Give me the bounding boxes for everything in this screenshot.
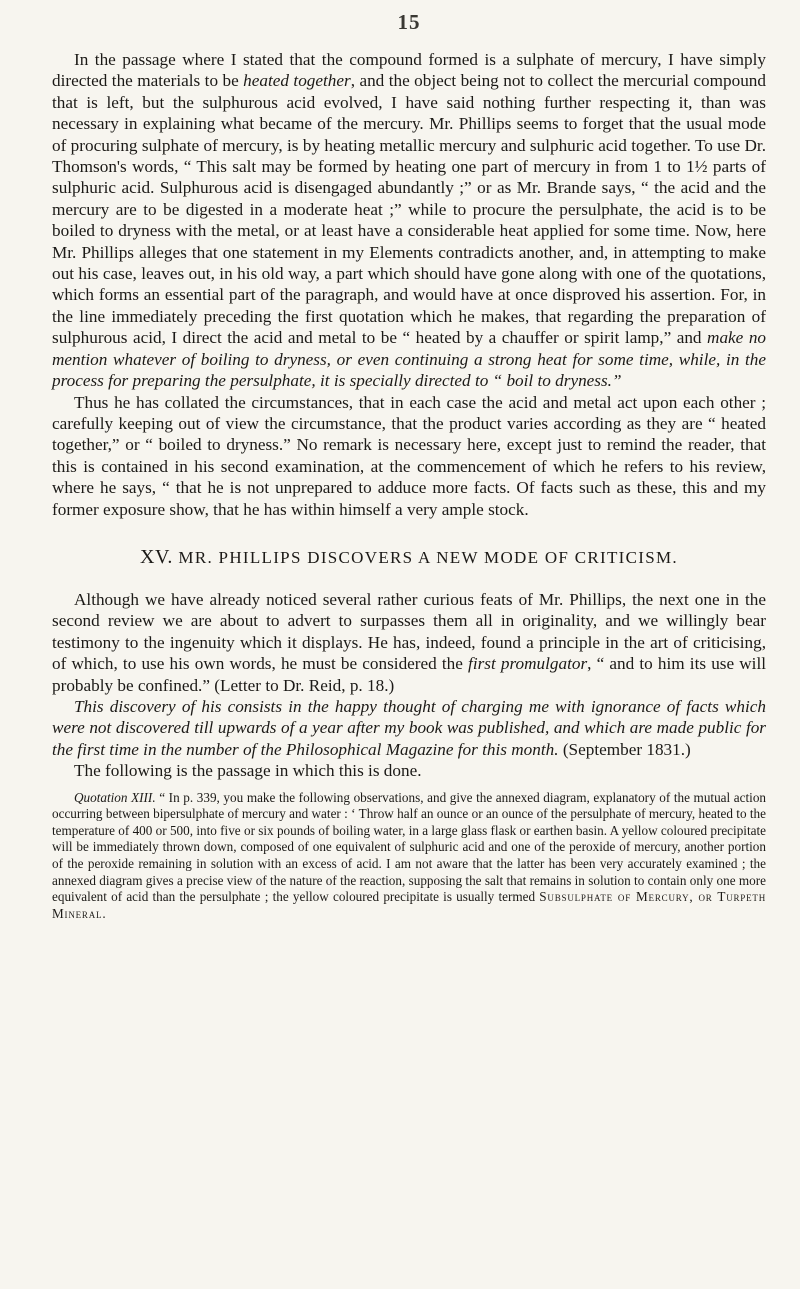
paragraph-1-text-b: , and the object being not to collect the mercurial compound that is left, but the sulphurous acid evolved, I have said nothing further respecting it, than was necessary in explaining what became of the mercury. Mr. Phillips seems to forget that the usual mode of procuring sulphate of mercury, is by heating metallic mercury and sulphuric acid together. To use Dr. Thomson's words, “ This salt may be formed by heating one part of mercury in from 1 to 1½ parts of sulphuric acid. Sulphurous acid is disengaged abundantly ;” or as Mr. Brande says, “ the acid and the mercury are to be digested in a moderate heat ;” while to procure the persulphate, the acid is to be boiled to dryness with the metal, or at least have a considerable heat applied for some time. Now, here Mr. Phillips alleges that one statement in my Elements contradicts another, and, in attempting to make out his case, leaves out, in his old way, a part which should have gone along with one of the quotations, which forms an essential part of the paragraph, and would have at once disproved his assertion. For, in the line immediately preceding the first quotation which he makes, that regarding the preparation of sulphurous acid, I direct the acid and metal to be “ heated by a chauffer or spirit lamp,” and xyxy=(52,71,766,348)
quotation-label: Quotation XIII. xyxy=(74,789,156,805)
paragraph-1-emphasis-b: make no mention whatever of boiling to dryness, or even continuing a strong heat for some time, while, in the process for preparing the persulphate, it is specially directed to “ boil to dryness.” xyxy=(52,328,767,391)
paragraph-1-emphasis-a: heated together xyxy=(243,71,351,91)
section-title: MR. PHILLIPS DISCOVERS A NEW MODE OF CRITICISM. xyxy=(178,547,678,567)
paragraph-4-text: (September 1831.) xyxy=(558,739,691,759)
paragraph-3-text-b: , “ and to him its use will probably be confined.” (Letter to Dr. Reid, p. 18.) xyxy=(52,654,766,695)
quotation-smallcaps-term: Subsulphate of Mercury, or Turpeth Mineral. xyxy=(52,889,766,921)
paragraph-collated-circumstances: Thus he has collated the circumstances, that in each case the acid and metal act upon each other ; carefully keeping out of view the circumstance, that the product varies according as they are “ heated together,” or “ boiled to dryness.” No remark is necessary here, except just to remind the reader, that this is contained in his second examination, at the commencement of which he refers to his review, where he says, “ that he is not unprepared to adduce more facts. Of facts such as these, this and my former exposure show, that he has within himself a very ample stock. xyxy=(52,392,766,519)
section-numeral: XV. xyxy=(140,545,173,568)
spacer xyxy=(52,782,766,790)
quotation-block xyxy=(52,790,766,923)
section-heading xyxy=(52,546,766,569)
paragraph-sulphate-of-mercury xyxy=(52,49,766,392)
paragraph-3-text-a: Although we have already noticed several rather curious feats of Mr. Phillips, the next one in the second review we are about to advert to surpasses them all in originality, and we willingly bear testimony to the ingenuity which it displays. He has, indeed, found a principle in the art of criticising, of which, to use his own words, he must be considered the xyxy=(52,589,766,674)
paragraph-new-mode-of-criticism xyxy=(52,589,766,696)
page-number: 15 xyxy=(397,10,421,34)
paragraph-discovery xyxy=(52,696,766,760)
paragraph-following-passage: The following is the passage in which this is done. xyxy=(74,761,422,781)
paragraph-4-emphasis: This discovery of his consists in the happy thought of charging me with ignorance of facts which were not discovered till upwards of a year after my book was published, and which are made public for the first time in the number of the Philosophical Magazine for this month. xyxy=(52,696,766,759)
paragraph-3-emphasis: first promulgator xyxy=(468,654,588,674)
quotation-text: “ In p. 339, you make the following observations, and give the annexed diagram, explanatory of the mutual action occurring between bipersulphate of mercury and water : ‘ Throw half an ounce or an ounce of the persulphate of mercury, heated to the temperature of 400 or 500, into five or six pounds of boiling water, in a large glass flask or earthen basin. A yellow coloured precipitate will be immediately thrown down, composed of one equivalent of sulphuric acid and one of the peroxide of mercury, another portion of the peroxide remaining in solution with an excess of acid. I am not aware that the latter has been very accurately examined ; the annexed diagram gives a precise view of the nature of the reaction, supposing the salt that remains in solution to contain only one more equivalent of acid than the persulphate ; the yellow coloured precipitate is usually termed xyxy=(52,789,767,905)
paragraph-1-text-a: In the passage where I stated that the compound formed is a sulphate of mercury, I have simply directed the materials to be xyxy=(52,50,766,91)
